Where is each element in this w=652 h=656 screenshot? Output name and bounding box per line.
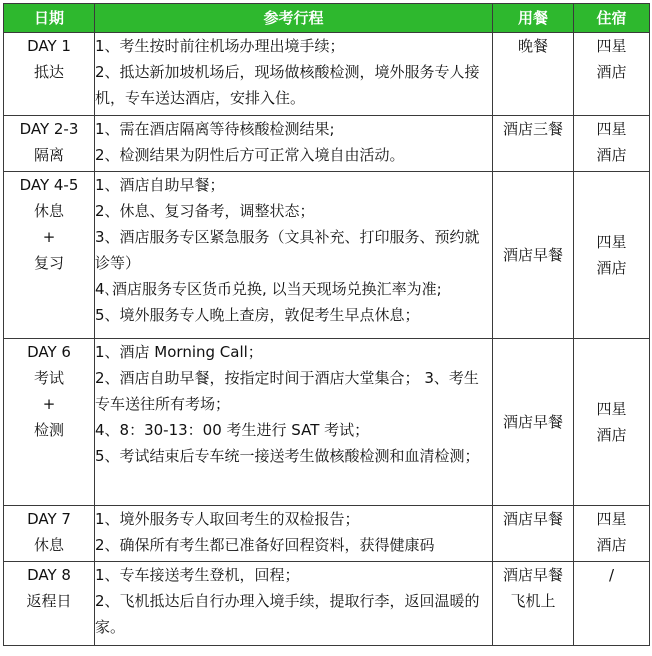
day-cell: [4, 33, 95, 116]
itinerary-item: 3、酒店服务专区紧急服务（文具补充、打印服务、预约就诊等）: [95, 228, 480, 272]
lodging-cell: [574, 562, 650, 646]
itinerary-item: 4、8：30-13：00 考生进行 SAT 考试；: [95, 421, 370, 439]
itinerary-cell: [95, 339, 493, 506]
header-lodging: 住宿: [574, 4, 650, 33]
header-date: 日期: [4, 4, 95, 33]
day-cell: [4, 562, 95, 646]
day-cell: [4, 506, 95, 562]
meal-text: 晚餐: [517, 37, 548, 55]
day-activity: 考试: [33, 369, 64, 387]
itinerary-item: 2、酒店自助早餐，按指定时间于酒店大堂集合； 3、考生专车送往所有考场；: [95, 369, 479, 413]
meals-cell: [493, 506, 574, 562]
itinerary-item: 2、飞机抵达后自行办理入境手续，提取行李，返回温暖的家。: [95, 592, 480, 636]
itinerary-item: 1、考生按时前往机场办理出境手续；: [95, 37, 345, 55]
lodging-text: 酒店: [596, 146, 627, 164]
lodging-text: 酒店: [596, 536, 627, 554]
itinerary-item: 2、检测结果为阴性后方可正常入境自由活动。: [95, 146, 405, 164]
meals-cell: [493, 33, 574, 116]
day-activity: 检测: [33, 421, 64, 439]
lodging-cell: [574, 116, 650, 172]
lodging-cell: [574, 33, 650, 116]
lodging-text: 四星: [596, 120, 627, 138]
lodging-text: 酒店: [596, 259, 627, 277]
meals-cell: [493, 116, 574, 172]
day-label: DAY 8: [27, 566, 71, 584]
itinerary-item: 1、需在酒店隔离等待核酸检测结果;: [95, 120, 335, 138]
lodging-cell: [574, 172, 650, 339]
lodging-text: 四星: [596, 233, 627, 251]
table-row: [4, 116, 650, 172]
itinerary-item: 4､酒店服务专区货币兑换, 以当天现场兑换汇率为准;: [95, 280, 442, 298]
meals-cell: [493, 562, 574, 646]
day-label: DAY 6: [27, 343, 71, 361]
day-activity: 隔离: [33, 146, 64, 164]
lodging-cell: [574, 339, 650, 506]
itinerary-item: 2、抵达新加坡机场后，现场做核酸检测，境外服务专人接机，专车送达酒店，安排入住。: [95, 63, 480, 107]
day-activity: 休息: [33, 536, 64, 554]
lodging-cell: [574, 506, 650, 562]
itinerary-cell: [95, 172, 493, 339]
itinerary-item: 5、境外服务专人晚上查房，敦促考生早点休息；: [95, 306, 420, 324]
lodging-text: 酒店: [596, 426, 627, 444]
day-label: DAY 7: [27, 510, 71, 528]
itinerary-table: [3, 3, 650, 646]
header-itinerary: 参考行程: [95, 4, 493, 33]
table-row: [4, 562, 650, 646]
meal-text: 酒店早餐: [502, 510, 563, 528]
day-label: DAY 1: [27, 37, 71, 55]
table-row: [4, 172, 650, 339]
lodging-text: 四星: [596, 510, 627, 528]
lodging-text: /: [608, 566, 615, 584]
meal-text: 酒店早餐: [502, 246, 563, 264]
day-cell: [4, 339, 95, 506]
meals-cell: [493, 339, 574, 506]
day-label: DAY 4-5: [19, 176, 79, 194]
day-cell: [4, 172, 95, 339]
itinerary-item: 1、境外服务专人取回考生的双检报告；: [95, 510, 360, 528]
header-meals: 用餐: [493, 4, 574, 33]
lodging-text: 酒店: [596, 63, 627, 81]
day-plus: +: [42, 228, 56, 246]
itinerary-cell: [95, 33, 493, 116]
meals-cell: [493, 172, 574, 339]
itinerary-cell: [95, 562, 493, 646]
day-activity: 返程日: [26, 592, 72, 610]
meal-text: 酒店早餐: [502, 413, 563, 431]
day-cell: [4, 116, 95, 172]
day-activity: 休息: [33, 202, 64, 220]
day-activity: 抵达: [33, 63, 64, 81]
itinerary-item: 1、酒店 Morning Call；: [95, 343, 263, 361]
meal-text: 飞机上: [510, 592, 556, 610]
itinerary-item: 2、确保所有考生都已准备好回程资料，获得健康码: [95, 536, 435, 554]
table-row: [4, 339, 650, 506]
day-label: DAY 2-3: [19, 120, 79, 138]
itinerary-cell: [95, 116, 493, 172]
itinerary-item: 2、休息、复习备考，调整状态；: [95, 202, 315, 220]
itinerary-cell: [95, 506, 493, 562]
day-activity: 复习: [33, 254, 64, 272]
table-row: [4, 506, 650, 562]
lodging-text: 四星: [596, 400, 627, 418]
meal-text: 酒店三餐: [502, 120, 563, 138]
itinerary-item: 1、专车接送考生登机，回程；: [95, 566, 300, 584]
table-row: [4, 33, 650, 116]
meal-text: 酒店早餐: [502, 566, 563, 584]
lodging-text: 四星: [596, 37, 627, 55]
itinerary-item: 1、酒店自助早餐；: [95, 176, 225, 194]
itinerary-item: 5、考试结束后专车统一接送考生做核酸检测和血清检测；: [95, 447, 480, 465]
header-row: [4, 4, 650, 33]
day-plus: +: [42, 395, 56, 413]
